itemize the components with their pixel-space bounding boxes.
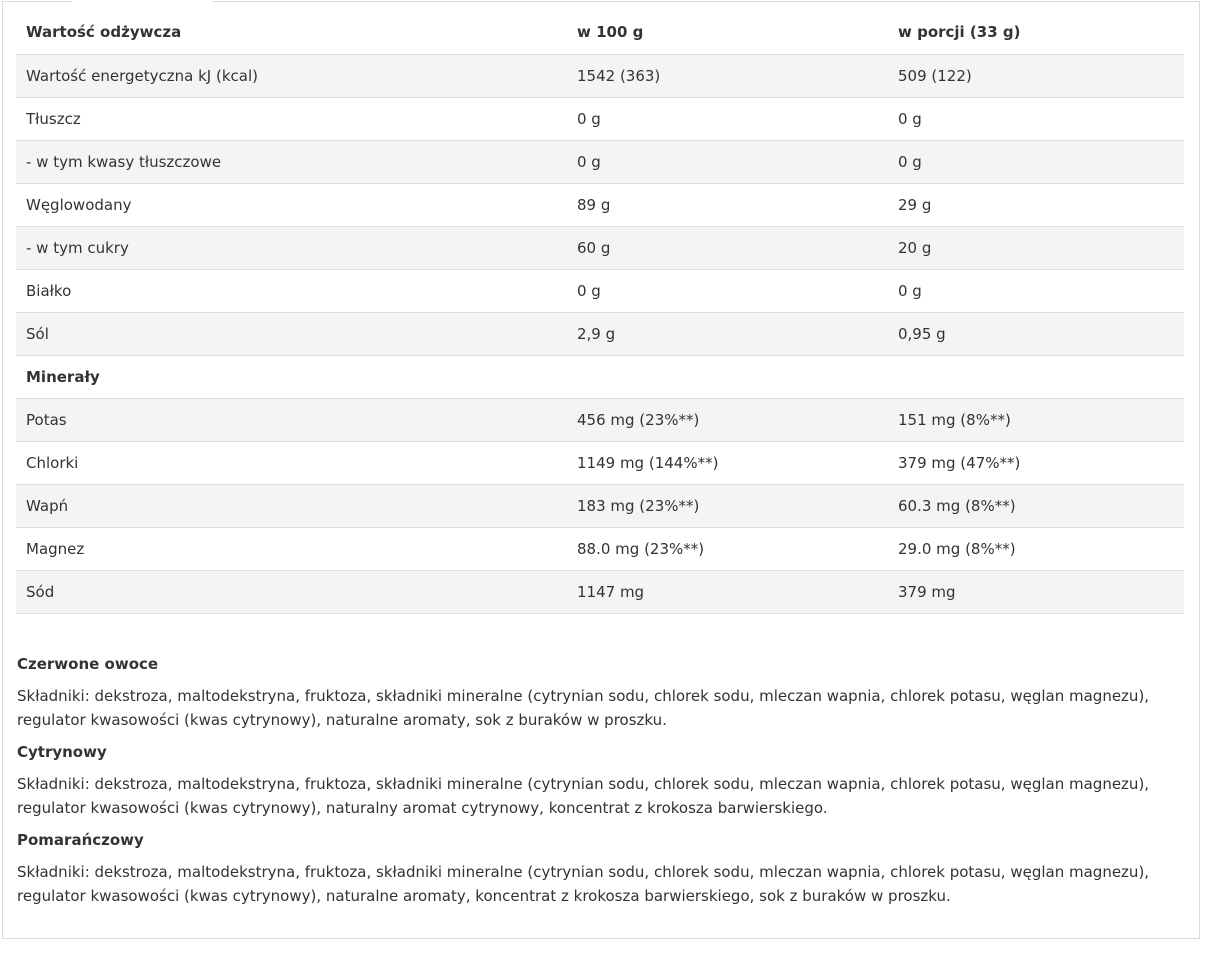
empty-cell xyxy=(888,355,1184,398)
table-row xyxy=(16,398,1184,441)
flavor-block xyxy=(17,652,1187,732)
table-row xyxy=(16,527,1184,570)
nutrient-name: Sól xyxy=(16,312,567,355)
empty-cell xyxy=(567,355,888,398)
value-per-serving: 0 g xyxy=(888,97,1184,140)
flavor-ingredients: Składniki: dekstroza, maltodekstryna, fruktoza, składniki mineralne (cytrynian sodu, chlorek sodu, mleczan wapnia, chlorek potasu, węglan magnezu), regulator kwasowości (kwas cytrynowy), naturalne aromaty, sok z buraków w proszku. xyxy=(17,687,1150,729)
table-row xyxy=(16,570,1184,613)
value-per-100g: 1149 mg (144%**) xyxy=(567,441,888,484)
mineral-name: Magnez xyxy=(16,527,567,570)
nutrient-name: - w tym kwasy tłuszczowe xyxy=(16,140,567,183)
table-row xyxy=(16,183,1184,226)
nutrient-name: Białko xyxy=(16,269,567,312)
header-per-100g: w 100 g xyxy=(567,11,888,54)
value-per-serving: 29 g xyxy=(888,183,1184,226)
active-tab-edge xyxy=(72,0,212,2)
value-per-100g: 0 g xyxy=(567,140,888,183)
value-per-serving: 0 g xyxy=(888,140,1184,183)
ingredients-section xyxy=(17,652,1187,916)
table-row xyxy=(16,97,1184,140)
value-per-100g: 2,9 g xyxy=(567,312,888,355)
table-row xyxy=(16,269,1184,312)
value-per-100g: 1147 mg xyxy=(567,570,888,613)
flavor-ingredients: Składniki: dekstroza, maltodekstryna, fruktoza, składniki mineralne (cytrynian sodu, chlorek sodu, mleczan wapnia, chlorek potasu, węglan magnezu), regulator kwasowości (kwas cytrynowy), naturalne aromaty, koncentrat z krokosza barwierskiego, sok z buraków w proszku. xyxy=(17,863,1150,905)
value-per-100g: 0 g xyxy=(567,269,888,312)
value-per-serving: 29.0 mg (8%**) xyxy=(888,527,1184,570)
nutrient-name: Wartość energetyczna kJ (kcal) xyxy=(16,54,567,97)
mineral-name: Potas xyxy=(16,398,567,441)
value-per-100g: 183 mg (23%**) xyxy=(567,484,888,527)
value-per-100g: 456 mg (23%**) xyxy=(567,398,888,441)
value-per-serving: 379 mg (47%**) xyxy=(888,441,1184,484)
nutrient-name: Węglowodany xyxy=(16,183,567,226)
nutrition-table-header xyxy=(16,11,1184,54)
flavor-title: Czerwone owoce xyxy=(17,655,159,673)
mineral-name: Chlorki xyxy=(16,441,567,484)
value-per-serving: 151 mg (8%**) xyxy=(888,398,1184,441)
flavor-title: Pomarańczowy xyxy=(17,831,144,849)
flavor-title: Cytrynowy xyxy=(17,743,107,761)
header-per-serving: w porcji (33 g) xyxy=(888,11,1184,54)
value-per-serving: 20 g xyxy=(888,226,1184,269)
value-per-100g: 1542 (363) xyxy=(567,54,888,97)
header-nutrient: Wartość odżywcza xyxy=(16,11,567,54)
flavor-ingredients: Składniki: dekstroza, maltodekstryna, fruktoza, składniki mineralne (cytrynian sodu, chlorek sodu, mleczan wapnia, chlorek potasu, węglan magnezu), regulator kwasowości (kwas cytrynowy), naturalny aromat cytrynowy, koncentrat z krokosza barwierskiego. xyxy=(17,775,1150,817)
value-per-100g: 0 g xyxy=(567,97,888,140)
table-row xyxy=(16,312,1184,355)
value-per-serving: 0,95 g xyxy=(888,312,1184,355)
nutrient-name: - w tym cukry xyxy=(16,226,567,269)
nutrient-name: Tłuszcz xyxy=(16,97,567,140)
value-per-serving: 509 (122) xyxy=(888,54,1184,97)
value-per-100g: 60 g xyxy=(567,226,888,269)
table-row xyxy=(16,140,1184,183)
minerals-label: Minerały xyxy=(16,355,567,398)
table-row xyxy=(16,441,1184,484)
value-per-serving: 0 g xyxy=(888,269,1184,312)
mineral-name: Wapń xyxy=(16,484,567,527)
value-per-100g: 89 g xyxy=(567,183,888,226)
value-per-serving: 379 mg xyxy=(888,570,1184,613)
flavor-block xyxy=(17,828,1187,908)
minerals-section-row xyxy=(16,355,1184,398)
flavor-block xyxy=(17,740,1187,820)
value-per-100g: 88.0 mg (23%**) xyxy=(567,527,888,570)
mineral-name: Sód xyxy=(16,570,567,613)
table-row xyxy=(16,484,1184,527)
value-per-serving: 60.3 mg (8%**) xyxy=(888,484,1184,527)
table-row xyxy=(16,226,1184,269)
table-row xyxy=(16,54,1184,97)
nutrition-table xyxy=(16,11,1184,614)
